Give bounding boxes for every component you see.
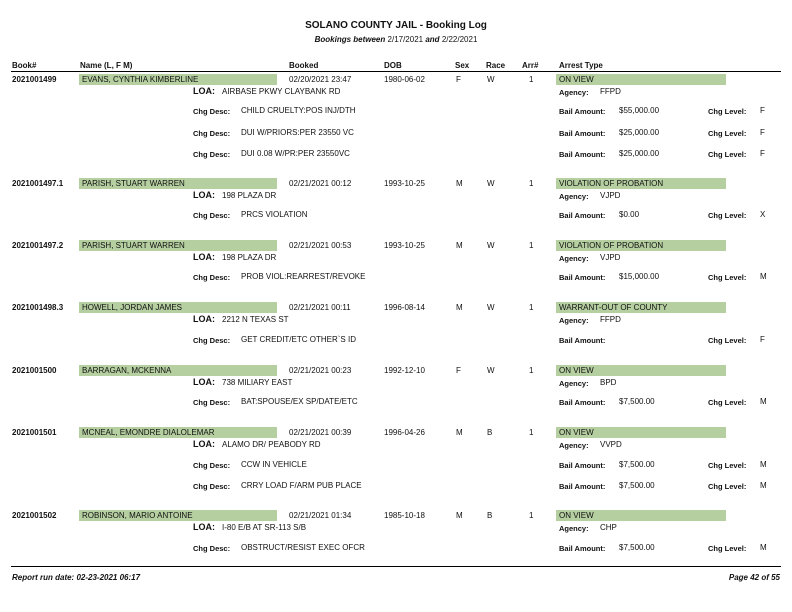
charge-desc-label: Chg Desc: xyxy=(193,150,231,159)
agency-value: VJPD xyxy=(600,253,621,262)
charge-desc-label: Chg Desc: xyxy=(193,461,231,470)
charge-level-label: Chg Level: xyxy=(708,150,747,159)
loa-value: 198 PLAZA DR xyxy=(222,253,277,262)
charge-description: CCW IN VEHICLE xyxy=(241,460,307,469)
charge-level-value: M xyxy=(760,481,767,490)
inmate-name: PARISH, STUART WARREN xyxy=(79,178,277,189)
date-of-birth: 1992-12-10 xyxy=(384,366,425,375)
arrest-number: 1 xyxy=(529,241,534,250)
race-value: W xyxy=(487,241,495,250)
bail-amount-label: Bail Amount: xyxy=(559,211,606,220)
bail-amount-label: Bail Amount: xyxy=(559,150,606,159)
booked-datetime: 02/21/2021 00:12 xyxy=(289,179,352,188)
date-of-birth: 1985-10-18 xyxy=(384,511,425,520)
col-header-arr: Arr# xyxy=(522,61,539,70)
bail-amount-label: Bail Amount: xyxy=(559,336,606,345)
charge-desc-label: Chg Desc: xyxy=(193,107,231,116)
agency-label: Agency: xyxy=(559,441,589,450)
charge-desc-label: Chg Desc: xyxy=(193,544,231,553)
agency-label: Agency: xyxy=(559,524,589,533)
date-of-birth: 1996-04-26 xyxy=(384,428,425,437)
race-value: B xyxy=(487,428,493,437)
booking-number: 2021001497.1 xyxy=(12,179,64,188)
arrest-type: VIOLATION OF PROBATION xyxy=(556,240,726,251)
charge-level-label: Chg Level: xyxy=(708,544,747,553)
charge-description: BAT:SPOUSE/EX SP/DATE/ETC xyxy=(241,397,358,406)
charge-level-value: M xyxy=(760,272,767,281)
arrest-type: WARRANT-OUT OF COUNTY xyxy=(556,302,726,313)
charge-desc-label: Chg Desc: xyxy=(193,336,231,345)
col-header-name: Name (L, F M) xyxy=(80,61,133,70)
sex-value: M xyxy=(456,303,463,312)
charge-level-value: F xyxy=(760,149,765,158)
charge-description: DUI W/PRIORS:PER 23550 VC xyxy=(241,128,354,137)
agency-value: VJPD xyxy=(600,191,621,200)
agency-label: Agency: xyxy=(559,379,589,388)
agency-label: Agency: xyxy=(559,192,589,201)
bail-amount-label: Bail Amount: xyxy=(559,273,606,282)
booking-number: 2021001499 xyxy=(12,75,57,84)
bail-amount-value: $7,500.00 xyxy=(619,543,655,552)
charge-level-label: Chg Level: xyxy=(708,107,747,116)
charge-level-value: F xyxy=(760,106,765,115)
date-of-birth: 1993-10-25 xyxy=(384,179,425,188)
agency-label: Agency: xyxy=(559,254,589,263)
charge-level-label: Chg Level: xyxy=(708,129,747,138)
charge-level-value: F xyxy=(760,128,765,137)
booking-number: 2021001501 xyxy=(12,428,57,437)
header-divider xyxy=(11,71,781,72)
col-header-arrest-type: Arrest Type xyxy=(559,61,603,70)
charge-level-value: M xyxy=(760,460,767,469)
bail-amount-value: $15,000.00 xyxy=(619,272,660,281)
bail-amount-value: $25,000.00 xyxy=(619,149,660,158)
sex-value: M xyxy=(456,511,463,520)
booking-number: 2021001502 xyxy=(12,511,57,520)
charge-description: PRCS VIOLATION xyxy=(241,210,308,219)
arrest-type: ON VIEW xyxy=(556,365,726,376)
loa-label: LOA: xyxy=(193,252,215,262)
race-value: W xyxy=(487,366,495,375)
arrest-type: ON VIEW xyxy=(556,427,726,438)
booked-datetime: 02/21/2021 00:53 xyxy=(289,241,352,250)
inmate-name: EVANS, CYNTHIA KIMBERLINE xyxy=(79,74,277,85)
bail-amount-label: Bail Amount: xyxy=(559,107,606,116)
date-of-birth: 1996-08-14 xyxy=(384,303,425,312)
inmate-name: HOWELL, JORDAN JAMES xyxy=(79,302,277,313)
booked-datetime: 02/21/2021 01:34 xyxy=(289,511,352,520)
sex-value: M xyxy=(456,428,463,437)
bail-amount-value: $0.00 xyxy=(619,210,640,219)
inmate-name: MCNEAL, EMONDRE DIALOLEMAR xyxy=(79,427,277,438)
arrest-number: 1 xyxy=(529,75,534,84)
booked-datetime: 02/21/2021 00:39 xyxy=(289,428,352,437)
sex-value: M xyxy=(456,179,463,188)
subtitle-join: and xyxy=(425,35,440,44)
charge-description: CHILD CRUELTY:POS INJ/DTH xyxy=(241,106,356,115)
report-run-date: Report run date: 02-23-2021 06:17 xyxy=(12,573,141,582)
charge-description: PROB VIOL:REARREST/REVOKE xyxy=(241,272,366,281)
race-value: B xyxy=(487,511,493,520)
bail-amount-label: Bail Amount: xyxy=(559,461,606,470)
charge-level-label: Chg Level: xyxy=(708,336,747,345)
charge-level-label: Chg Level: xyxy=(708,211,747,220)
sex-value: M xyxy=(456,241,463,250)
booking-number: 2021001498.3 xyxy=(12,303,64,312)
charge-level-value: X xyxy=(760,210,766,219)
loa-value: AIRBASE PKWY CLAYBANK RD xyxy=(222,87,341,96)
inmate-name: BARRAGAN, MCKENNA xyxy=(79,365,277,376)
booked-datetime: 02/21/2021 00:11 xyxy=(289,303,351,312)
loa-value: ALAMO DR/ PEABODY RD xyxy=(222,440,321,449)
date-from: 2/17/2021 xyxy=(387,35,424,44)
bail-amount-value: $55,000.00 xyxy=(619,106,660,115)
arrest-number: 1 xyxy=(529,366,534,375)
charge-description: GET CREDIT/ETC OTHER`S ID xyxy=(241,335,356,344)
bail-amount-label: Bail Amount: xyxy=(559,544,606,553)
arrest-type: ON VIEW xyxy=(556,74,726,85)
booked-datetime: 02/20/2021 23:47 xyxy=(289,75,352,84)
loa-value: I-80 E/B AT SR-113 S/B xyxy=(222,523,307,532)
bail-amount-label: Bail Amount: xyxy=(559,482,606,491)
loa-label: LOA: xyxy=(193,86,215,96)
charge-level-value: M xyxy=(760,397,767,406)
race-value: W xyxy=(487,303,495,312)
arrest-number: 1 xyxy=(529,428,534,437)
charge-description: OBSTRUCT/RESIST EXEC OFCR xyxy=(241,543,365,552)
agency-label: Agency: xyxy=(559,316,589,325)
charge-description: DUI 0.08 W/PR:PER 23550VC xyxy=(241,149,350,158)
agency-value: FFPD xyxy=(600,87,621,96)
charge-desc-label: Chg Desc: xyxy=(193,398,231,407)
date-of-birth: 1993-10-25 xyxy=(384,241,425,250)
page-number: Page 42 of 55 xyxy=(728,573,780,582)
loa-value: 738 MILIARY EAST xyxy=(222,378,293,387)
bail-amount-label: Bail Amount: xyxy=(559,398,606,407)
subtitle-prefix: Bookings between xyxy=(314,35,386,44)
agency-label: Agency: xyxy=(559,88,589,97)
arrest-type: ON VIEW xyxy=(556,510,726,521)
bail-amount-value: $7,500.00 xyxy=(619,397,655,406)
report-title: SOLANO COUNTY JAIL - Booking Log xyxy=(305,20,487,31)
charge-level-label: Chg Level: xyxy=(708,482,747,491)
date-of-birth: 1980-06-02 xyxy=(384,75,425,84)
loa-label: LOA: xyxy=(193,190,215,200)
sex-value: F xyxy=(456,75,461,84)
col-header-race: Race xyxy=(486,61,506,70)
booking-number: 2021001500 xyxy=(12,366,57,375)
agency-value: CHP xyxy=(600,523,617,532)
booked-datetime: 02/21/2021 00:23 xyxy=(289,366,352,375)
report-subtitle xyxy=(0,35,792,44)
bail-amount-label: Bail Amount: xyxy=(559,129,606,138)
race-value: W xyxy=(487,179,495,188)
loa-label: LOA: xyxy=(193,522,215,532)
charge-level-label: Chg Level: xyxy=(708,273,747,282)
agency-value: VVPD xyxy=(600,440,622,449)
loa-value: 2212 N TEXAS ST xyxy=(222,315,289,324)
charge-description: CRRY LOAD F/ARM PUB PLACE xyxy=(241,481,362,490)
charge-level-label: Chg Level: xyxy=(708,461,747,470)
loa-label: LOA: xyxy=(193,377,215,387)
col-header-sex: Sex xyxy=(455,61,470,70)
col-header-book: Book# xyxy=(12,61,37,70)
charge-level-value: M xyxy=(760,543,767,552)
charge-level-value: F xyxy=(760,335,765,344)
charge-desc-label: Chg Desc: xyxy=(193,273,231,282)
loa-label: LOA: xyxy=(193,439,215,449)
footer-divider xyxy=(11,566,781,567)
charge-level-label: Chg Level: xyxy=(708,398,747,407)
charge-desc-label: Chg Desc: xyxy=(193,129,231,138)
agency-value: FFPD xyxy=(600,315,621,324)
race-value: W xyxy=(487,75,495,84)
charge-desc-label: Chg Desc: xyxy=(193,482,231,491)
bail-amount-value: $25,000.00 xyxy=(619,128,660,137)
arrest-number: 1 xyxy=(529,179,534,188)
arrest-number: 1 xyxy=(529,303,534,312)
bail-amount-value: $7,500.00 xyxy=(619,481,655,490)
charge-desc-label: Chg Desc: xyxy=(193,211,231,220)
inmate-name: PARISH, STUART WARREN xyxy=(79,240,277,251)
agency-value: BPD xyxy=(600,378,617,387)
loa-label: LOA: xyxy=(193,314,215,324)
col-header-dob: DOB xyxy=(384,61,402,70)
inmate-name: ROBINSON, MARIO ANTOINE xyxy=(79,510,277,521)
date-to: 2/22/2021 xyxy=(441,35,478,44)
loa-value: 198 PLAZA DR xyxy=(222,191,277,200)
arrest-number: 1 xyxy=(529,511,534,520)
booking-number: 2021001497.2 xyxy=(12,241,64,250)
sex-value: F xyxy=(456,366,461,375)
bail-amount-value: $7,500.00 xyxy=(619,460,655,469)
arrest-type: VIOLATION OF PROBATION xyxy=(556,178,726,189)
col-header-booked: Booked xyxy=(289,61,319,70)
